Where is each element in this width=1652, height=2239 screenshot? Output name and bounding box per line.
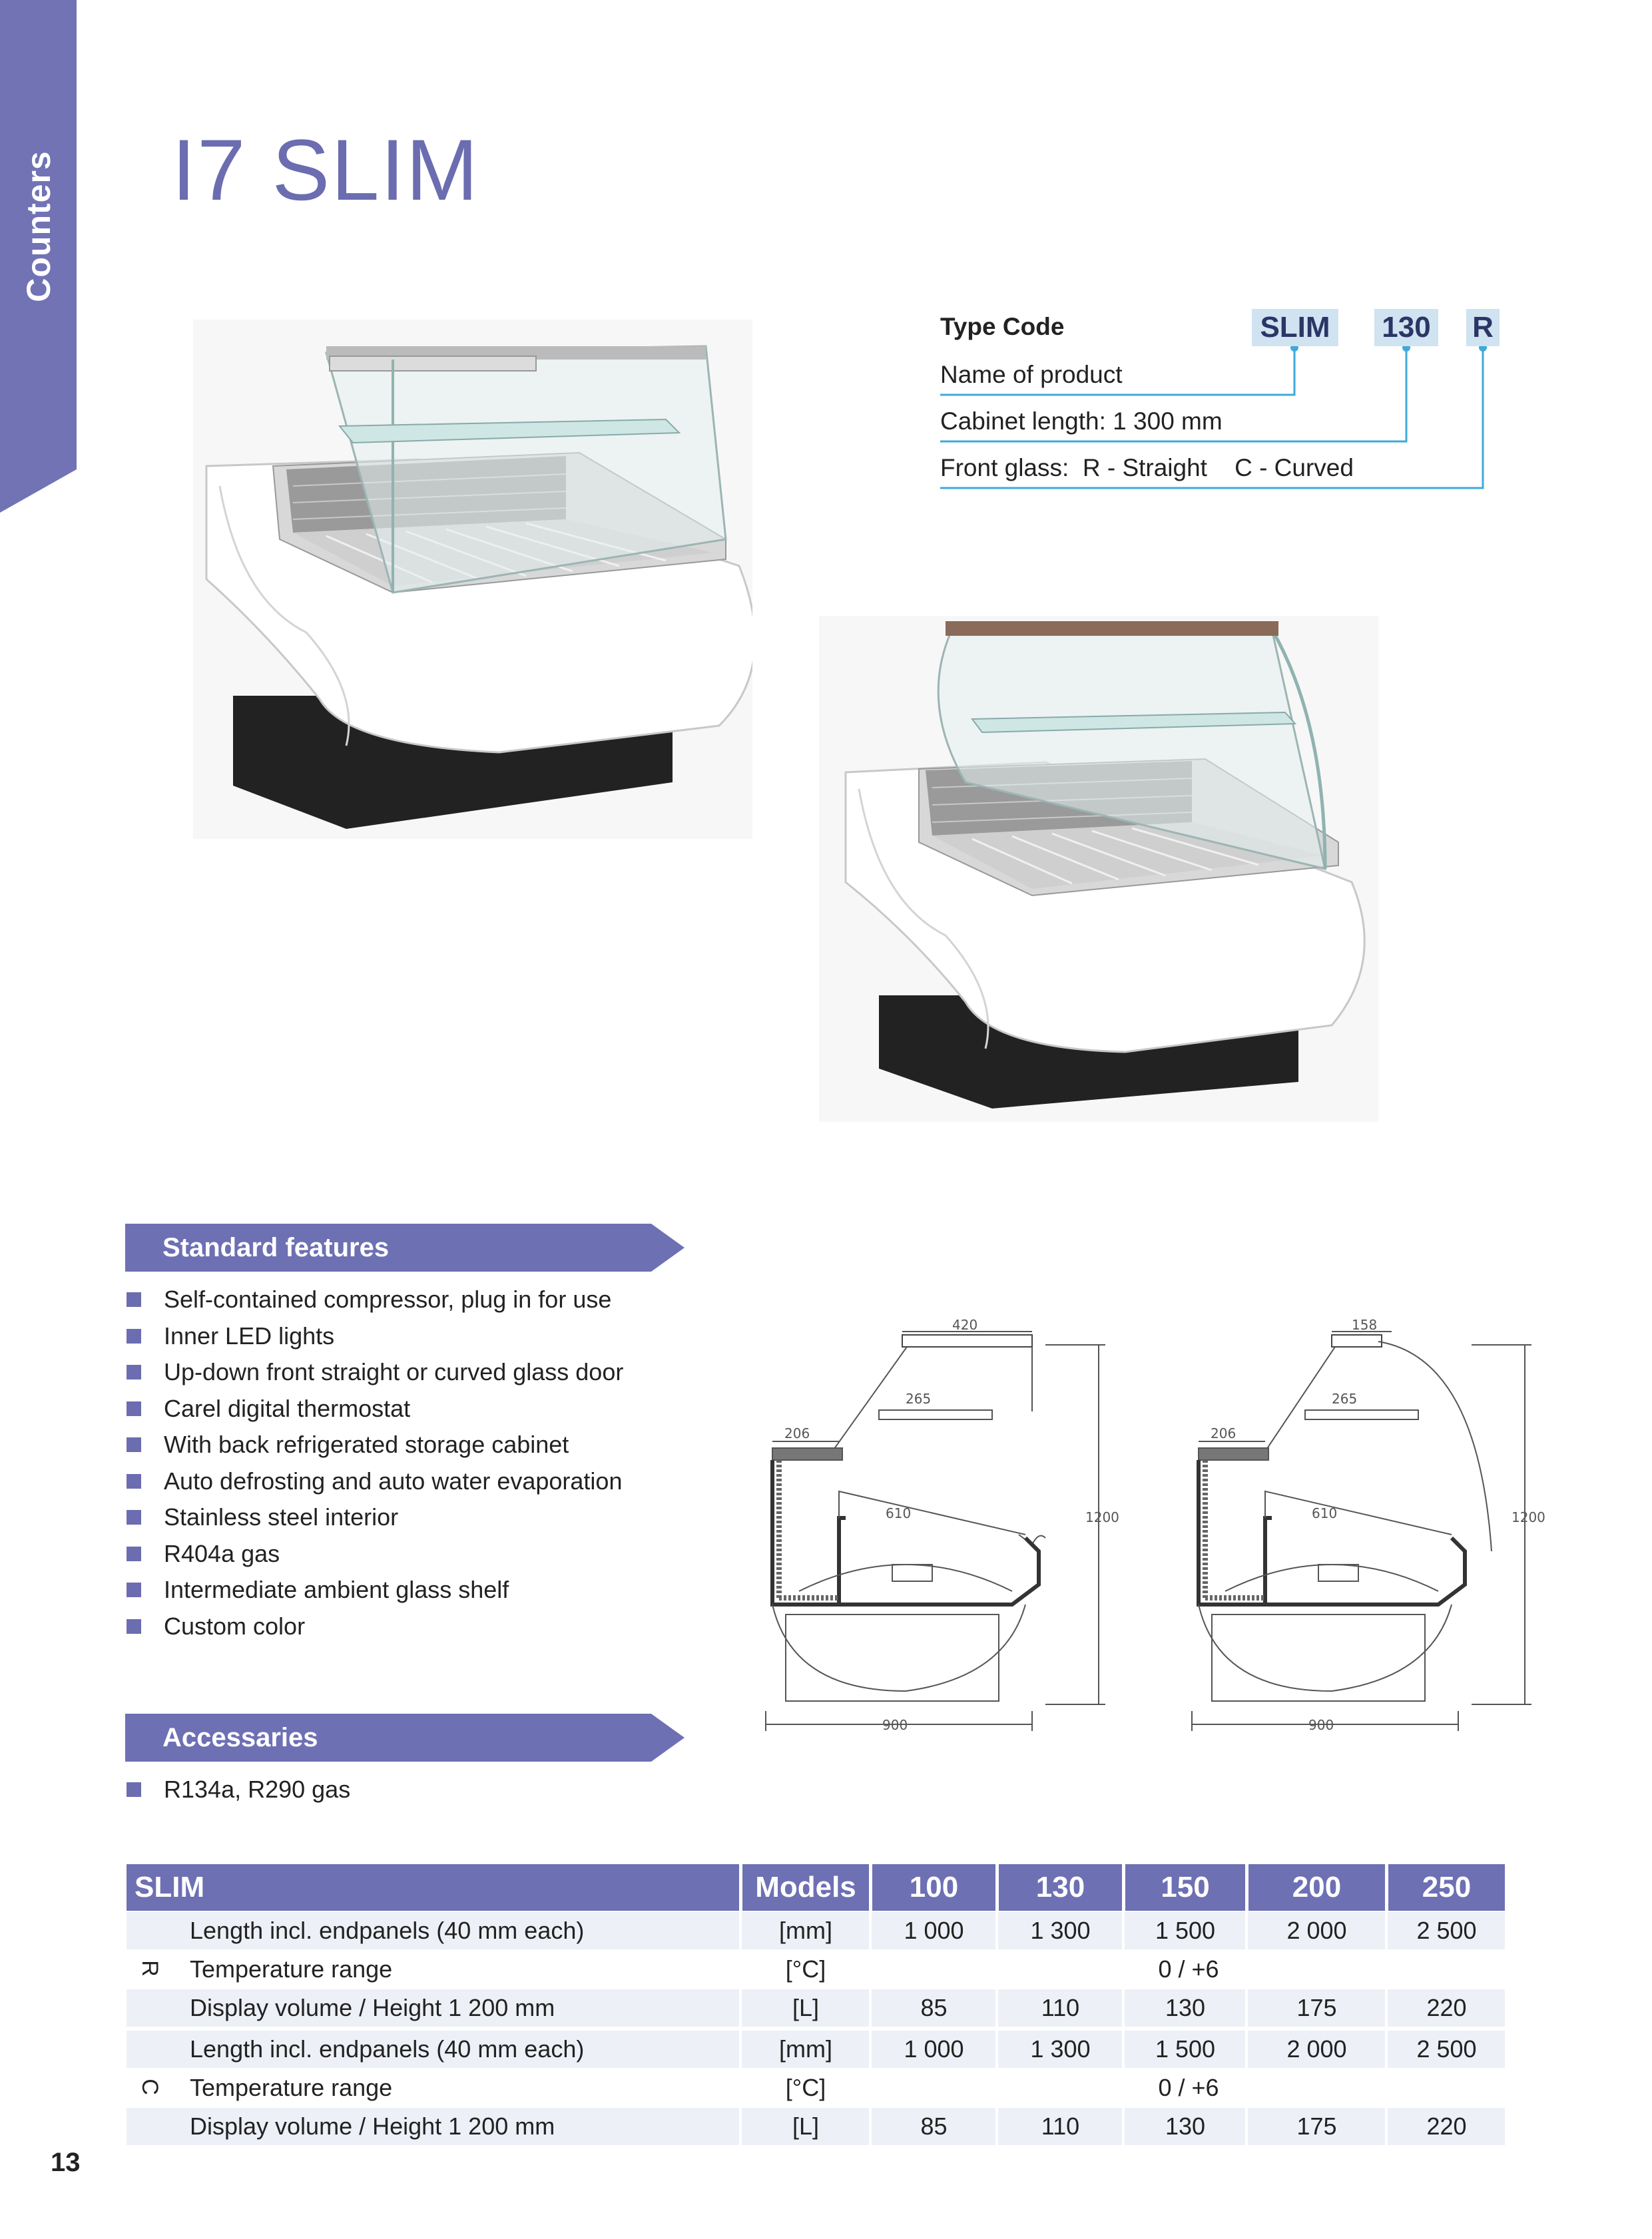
bullet-square-icon <box>127 1782 141 1797</box>
svg-text:158: 158 <box>1352 1318 1378 1333</box>
list-item-text: Auto defrosting and auto water evaporation <box>164 1467 623 1495</box>
type-code-box-length: 130 <box>1374 309 1438 346</box>
row-unit: [L] <box>792 2113 820 2140</box>
row-value: 110 <box>1041 2113 1080 2140</box>
svg-text:610: 610 <box>1312 1505 1338 1521</box>
row-value: 130 <box>1165 2113 1206 2140</box>
list-item <box>127 1354 623 1391</box>
page-number: 13 <box>51 2148 81 2177</box>
type-code-line-length: Cabinet length: 1 300 mm <box>940 407 1223 435</box>
row-value: 2 500 <box>1416 2035 1477 2063</box>
list-item <box>127 1572 623 1609</box>
spec-table-model-130: 130 <box>999 1864 1122 1911</box>
type-code-line-name: Name of product <box>940 361 1123 388</box>
list-item-text: Carel digital thermostat <box>164 1394 411 1422</box>
row-value: 1 500 <box>1155 2035 1216 2063</box>
row-value: 2 000 <box>1286 1917 1347 1944</box>
spec-table-name: SLIM <box>127 1864 739 1911</box>
list-item <box>127 1609 623 1645</box>
row-value: 220 <box>1426 2113 1467 2140</box>
list-item-text: R404a gas <box>164 1539 280 1567</box>
row-label: Display volume / Height 1 200 mm <box>190 1994 555 2021</box>
column-divider <box>1245 1864 1248 2149</box>
spec-table <box>127 1864 1505 2149</box>
spec-table-model-200: 200 <box>1248 1864 1385 1911</box>
row-value-span: 0 / +6 <box>1158 1955 1219 1983</box>
side-tab <box>0 0 77 513</box>
list-item-text: Custom color <box>164 1612 306 1640</box>
row-value: 1 000 <box>904 1917 964 1944</box>
svg-text:265: 265 <box>1332 1391 1358 1407</box>
row-value: 130 <box>1165 1994 1206 2021</box>
group-letter: R <box>137 1960 162 1977</box>
row-value: 2 500 <box>1416 1917 1477 1944</box>
row-value: 110 <box>1041 1994 1080 2021</box>
row-unit: [°C] <box>785 1955 826 1983</box>
svg-text:1200: 1200 <box>1512 1509 1545 1525</box>
list-item-text: Up-down front straight or curved glass door <box>164 1358 624 1385</box>
row-unit: [°C] <box>785 2074 826 2101</box>
column-divider <box>869 1864 872 2149</box>
row-value: 175 <box>1296 2113 1337 2140</box>
row-label: Display volume / Height 1 200 mm <box>190 2113 555 2140</box>
table-row <box>127 2031 1505 2068</box>
row-value: 220 <box>1426 1994 1467 2021</box>
dim-top: 420 <box>952 1318 978 1333</box>
bullet-square-icon <box>127 1365 141 1379</box>
row-value: 2 000 <box>1286 2035 1347 2063</box>
row-value: 1 500 <box>1155 1917 1216 1944</box>
row-value: 1 300 <box>1030 2035 1091 2063</box>
table-row <box>127 1912 1505 1949</box>
svg-text:206: 206 <box>784 1425 810 1441</box>
bullet-square-icon <box>127 1547 141 1561</box>
column-divider <box>995 1864 998 2149</box>
row-label: Temperature range <box>190 2074 393 2101</box>
table-row <box>127 1989 1505 2027</box>
column-divider <box>739 1864 742 2149</box>
spec-table-model-100: 100 <box>872 1864 995 1911</box>
list-item <box>127 1282 623 1318</box>
row-value: 85 <box>920 1994 948 2021</box>
row-unit: [mm] <box>779 2035 832 2063</box>
spec-table-models-label: Models <box>742 1864 869 1911</box>
row-value-span: 0 / +6 <box>1158 2074 1219 2101</box>
list-item-text: Self-contained compressor, plug in for use <box>164 1286 612 1313</box>
accessories-heading: Accessaries <box>162 1723 318 1752</box>
bullet-square-icon <box>127 1437 141 1452</box>
row-label: Temperature range <box>190 1955 393 1983</box>
row-value: 1 000 <box>904 2035 964 2063</box>
svg-text:900: 900 <box>1308 1717 1334 1733</box>
svg-text:265: 265 <box>906 1391 932 1407</box>
bullet-square-icon <box>127 1329 141 1344</box>
page-title: I7 SLIM <box>172 121 479 218</box>
curved-glass-technical-drawing <box>1185 1318 1558 1758</box>
list-item <box>127 1463 623 1500</box>
table-row <box>127 2108 1505 2145</box>
type-code-heading: Type Code <box>940 313 1065 340</box>
svg-text:610: 610 <box>886 1505 912 1521</box>
accessories-list <box>127 1771 350 1808</box>
list-item <box>127 1427 623 1463</box>
straight-glass-technical-drawing <box>752 1318 1125 1758</box>
bullet-square-icon <box>127 1583 141 1597</box>
spec-table-header <box>127 1864 1505 1911</box>
svg-text:1200: 1200 <box>1085 1509 1119 1525</box>
list-item-text: With back refrigerated storage cabinet <box>164 1431 569 1458</box>
row-unit: [mm] <box>779 1917 832 1944</box>
list-item <box>127 1318 623 1355</box>
accessories-header <box>125 1714 685 1762</box>
type-code-block <box>940 306 1513 499</box>
list-item <box>127 1536 623 1573</box>
column-divider <box>1385 1864 1388 2149</box>
row-label: Length incl. endpanels (40 mm each) <box>190 1917 585 1944</box>
list-item-text: Inner LED lights <box>164 1322 335 1350</box>
list-item-text: Stainless steel interior <box>164 1503 399 1531</box>
group-letter: C <box>137 2079 162 2095</box>
standard-features-heading: Standard features <box>162 1233 390 1262</box>
svg-text:900: 900 <box>882 1717 908 1733</box>
list-item <box>127 1499 623 1536</box>
bullet-square-icon <box>127 1401 141 1416</box>
spec-table-model-250: 250 <box>1388 1864 1505 1911</box>
standard-features-list <box>127 1282 623 1644</box>
standard-features-header <box>125 1224 685 1272</box>
spec-table-model-150: 150 <box>1125 1864 1245 1911</box>
row-unit: [L] <box>792 1994 820 2021</box>
bullet-square-icon <box>127 1510 141 1525</box>
list-item-text: Intermediate ambient glass shelf <box>164 1576 509 1603</box>
table-row <box>127 1951 1505 1988</box>
list-item <box>127 1391 623 1427</box>
row-value: 1 300 <box>1030 1917 1091 1944</box>
list-item-text: R134a, R290 gas <box>164 1776 351 1803</box>
straight-glass-counter-image <box>193 320 752 839</box>
curved-glass-counter-image <box>819 616 1378 1122</box>
row-value: 85 <box>920 2113 948 2140</box>
bullet-square-icon <box>127 1619 141 1634</box>
row-value: 175 <box>1296 1994 1337 2021</box>
table-row <box>127 2069 1505 2107</box>
list-item <box>127 1771 350 1808</box>
type-code-box-name: SLIM <box>1252 309 1338 346</box>
side-tab-label: Counters <box>20 150 57 302</box>
column-divider <box>1122 1864 1125 2149</box>
type-code-line-glass: Front glass: R - Straight C - Curved <box>940 454 1354 481</box>
svg-text:206: 206 <box>1211 1425 1237 1441</box>
row-label: Length incl. endpanels (40 mm each) <box>190 2035 585 2063</box>
type-code-box-glass: R <box>1466 309 1500 346</box>
bullet-square-icon <box>127 1292 141 1307</box>
bullet-square-icon <box>127 1474 141 1489</box>
